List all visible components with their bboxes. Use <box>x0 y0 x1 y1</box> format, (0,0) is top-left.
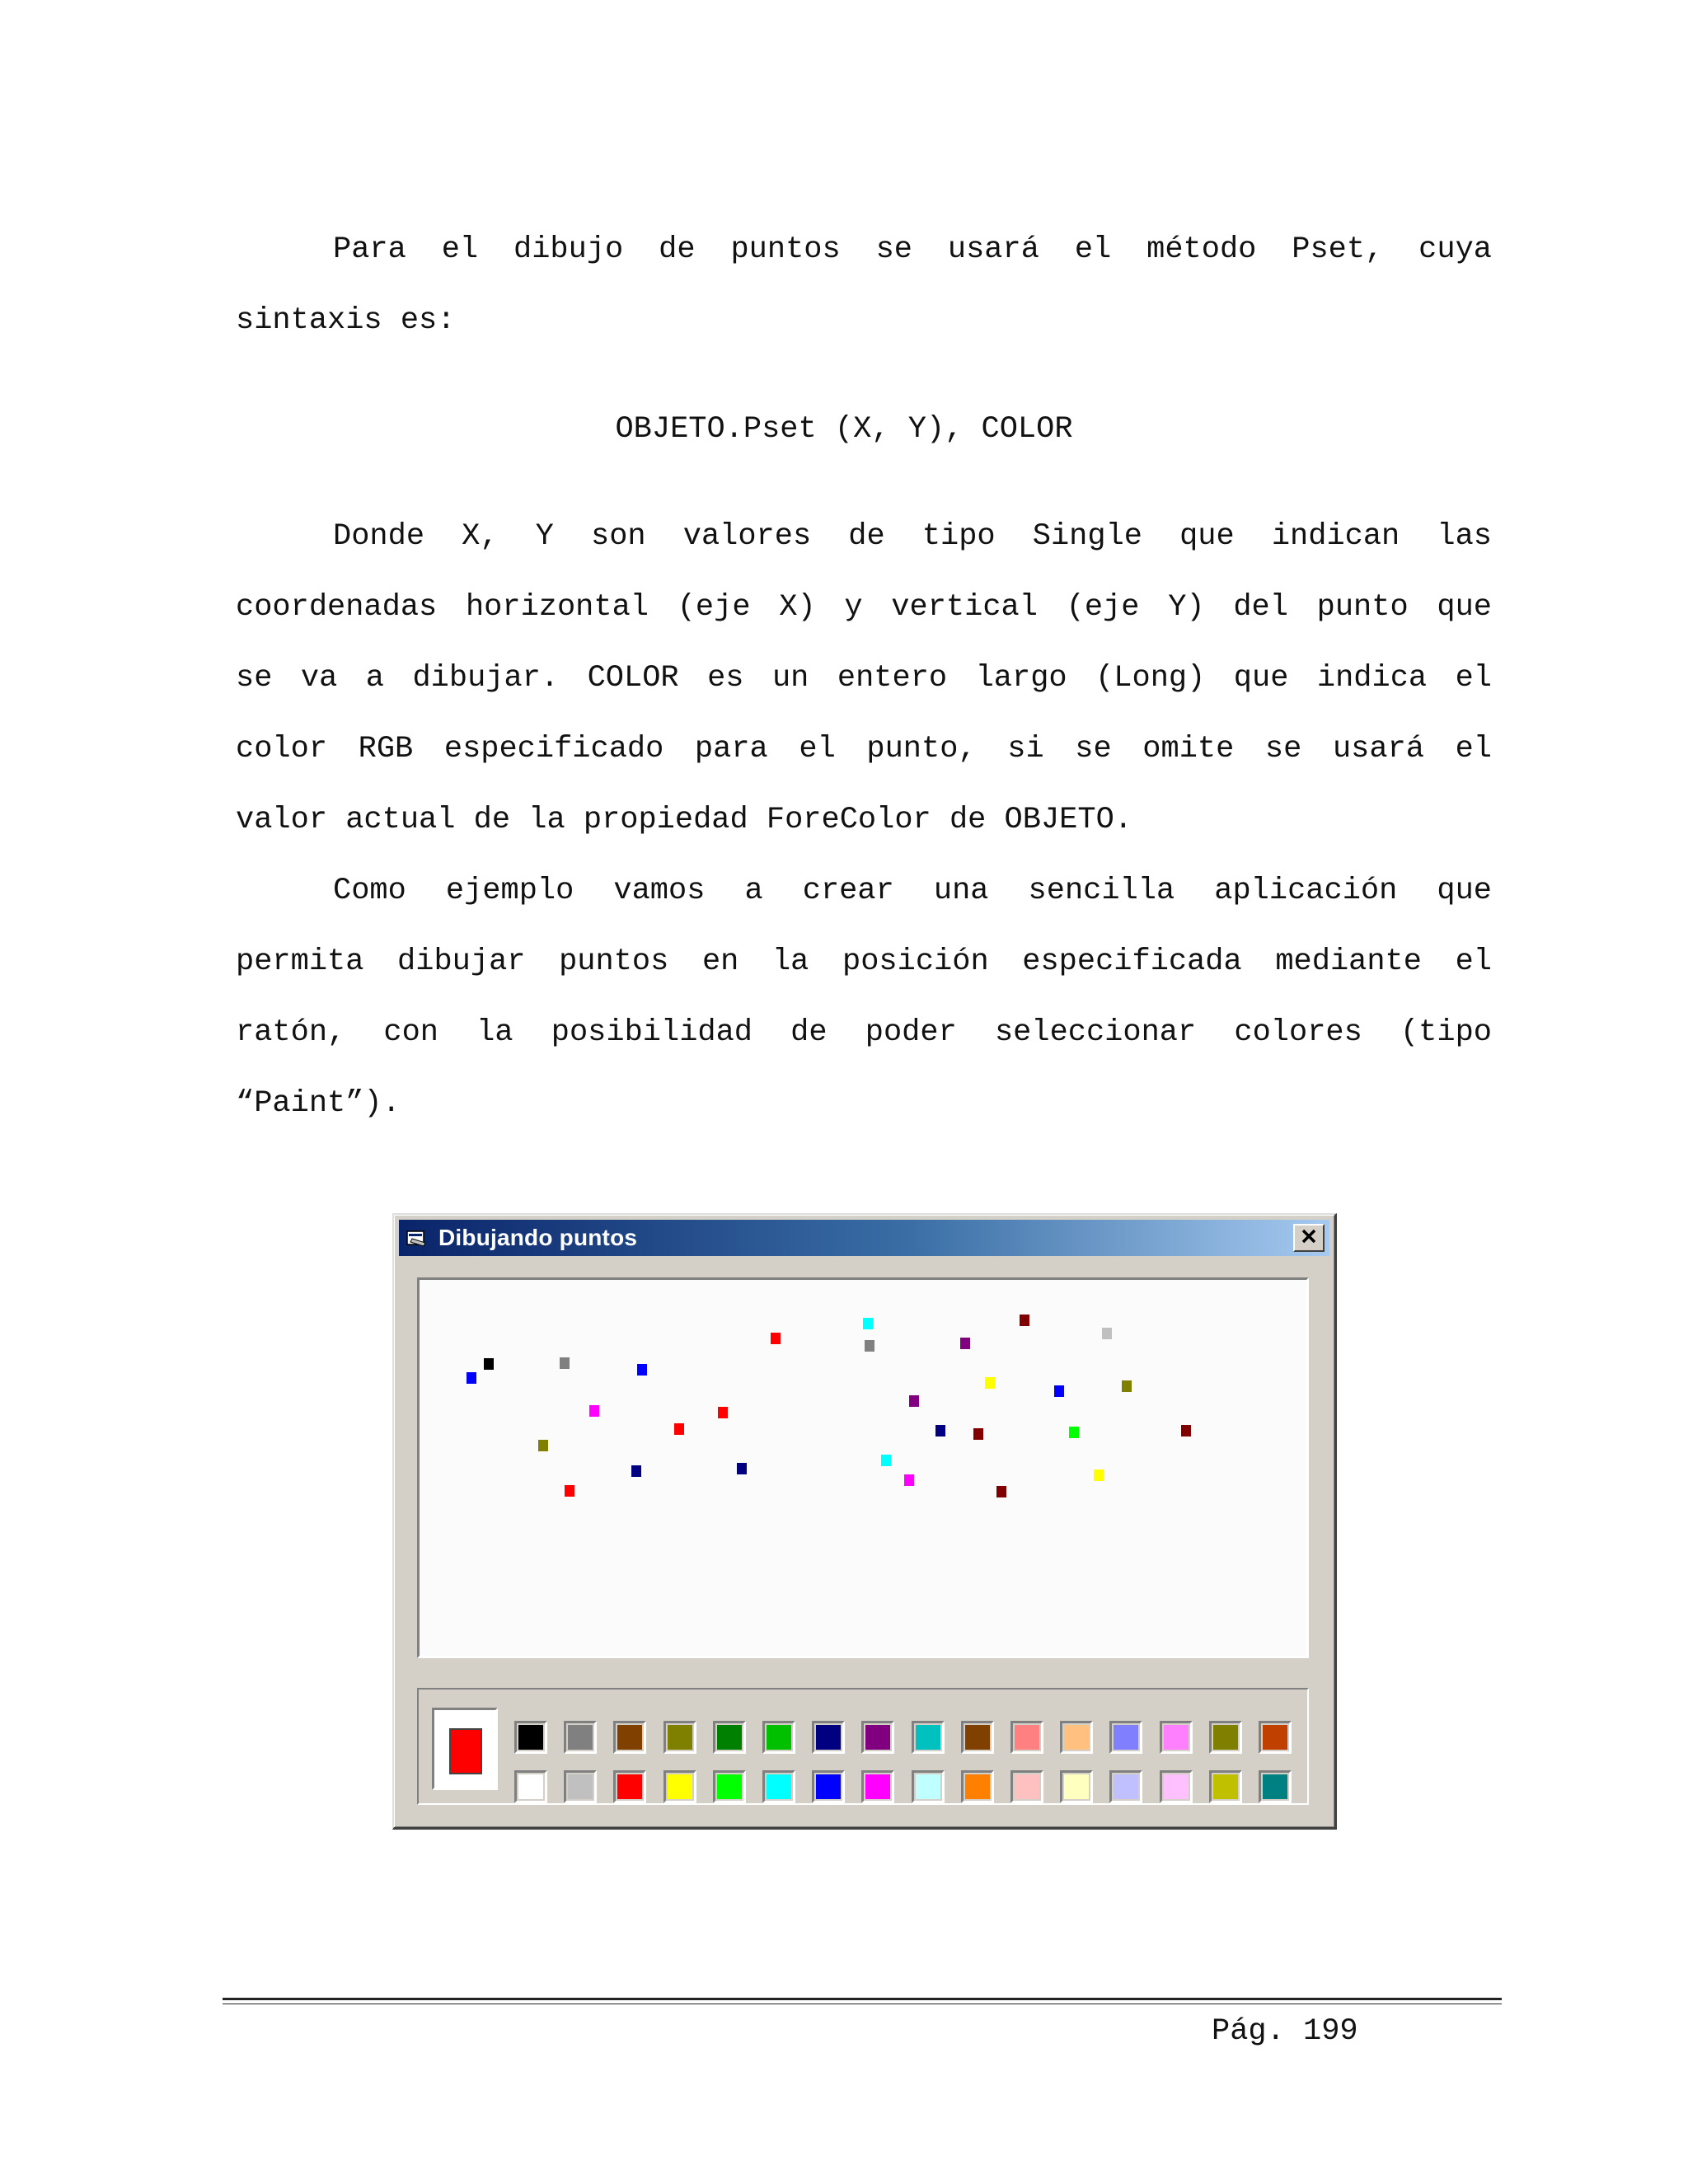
palette-swatch[interactable] <box>1010 1721 1043 1754</box>
drawn-point <box>771 1333 781 1344</box>
palette-swatch[interactable] <box>663 1721 696 1754</box>
title-bar[interactable] <box>399 1220 1329 1256</box>
palette-swatch[interactable] <box>514 1770 547 1803</box>
drawn-point <box>1054 1385 1064 1397</box>
palette-swatch[interactable] <box>861 1770 894 1803</box>
close-icon <box>1301 1229 1317 1248</box>
palette-swatch[interactable] <box>762 1721 795 1754</box>
paragraph-2-line-4: color RGB especificado para el punto, si se omite se usará el <box>236 732 1492 766</box>
drawn-point <box>1122 1380 1132 1392</box>
drawn-point <box>973 1428 983 1440</box>
palette-swatch[interactable] <box>1259 1770 1292 1803</box>
footer-rule <box>223 1998 1502 2000</box>
drawn-point <box>909 1395 919 1407</box>
drawn-point <box>538 1440 548 1451</box>
current-color-box <box>432 1708 498 1790</box>
drawn-point <box>1181 1425 1191 1436</box>
palette-swatch[interactable] <box>713 1721 746 1754</box>
palette-swatch[interactable] <box>663 1770 696 1803</box>
palette-swatch[interactable] <box>961 1721 994 1754</box>
drawn-point <box>637 1364 647 1376</box>
drawn-point <box>718 1407 728 1418</box>
drawn-point <box>737 1463 747 1474</box>
palette-swatch[interactable] <box>564 1721 597 1754</box>
drawn-point <box>960 1338 970 1349</box>
paragraph-2-line-3: se va a dibujar. COLOR es un entero largo (Long) que indica el <box>236 661 1492 696</box>
app-icon <box>406 1228 430 1248</box>
drawn-point <box>904 1474 914 1486</box>
palette-swatch[interactable] <box>613 1721 646 1754</box>
palette-swatch[interactable] <box>613 1770 646 1803</box>
palette-swatch[interactable] <box>514 1721 547 1754</box>
drawn-point <box>985 1377 995 1389</box>
paragraph-3-line-3: ratón, con la posibilidad de poder seleccionar colores (tipo <box>236 1015 1492 1050</box>
drawn-point <box>1094 1469 1104 1481</box>
palette-swatch[interactable] <box>961 1770 994 1803</box>
close-button[interactable] <box>1293 1224 1325 1252</box>
palette-swatch[interactable] <box>812 1721 845 1754</box>
palette-swatch[interactable] <box>912 1770 945 1803</box>
palette-swatch[interactable] <box>1209 1770 1242 1803</box>
drawn-point <box>674 1423 684 1435</box>
palette-swatch[interactable] <box>1109 1721 1142 1754</box>
drawn-point <box>1069 1427 1079 1438</box>
palette-swatch[interactable] <box>1060 1770 1093 1803</box>
palette-swatch[interactable] <box>1209 1721 1242 1754</box>
palette-swatch[interactable] <box>1259 1721 1292 1754</box>
palette-swatch[interactable] <box>912 1721 945 1754</box>
window-title: Dibujando puntos <box>438 1225 638 1250</box>
app-window <box>392 1213 1337 1830</box>
drawn-point <box>484 1358 494 1370</box>
paragraph-3-line-4: “Paint”). <box>236 1086 401 1121</box>
drawn-point <box>467 1372 476 1384</box>
palette-swatch[interactable] <box>564 1770 597 1803</box>
palette-swatch[interactable] <box>812 1770 845 1803</box>
drawn-point <box>631 1465 641 1477</box>
palette-swatch[interactable] <box>861 1721 894 1754</box>
current-color-swatch <box>449 1728 482 1774</box>
paragraph-1-line-1: Para el dibujo de puntos se usará el método Pset, cuya <box>333 232 1492 267</box>
paragraph-3-line-1: Como ejemplo vamos a crear una sencilla aplicación que <box>333 874 1492 908</box>
drawn-point <box>935 1425 945 1436</box>
drawing-canvas[interactable] <box>417 1277 1309 1658</box>
paragraph-2-line-5: valor actual de la propiedad ForeColor de OBJETO. <box>236 803 1132 837</box>
paragraph-2-line-2: coordenadas horizontal (eje X) y vertical (eje Y) del punto que <box>236 590 1492 625</box>
palette-swatch[interactable] <box>1010 1770 1043 1803</box>
drawn-point <box>589 1405 599 1417</box>
drawn-point <box>565 1485 574 1497</box>
palette-swatch[interactable] <box>1060 1721 1093 1754</box>
palette-swatch[interactable] <box>1160 1721 1193 1754</box>
drawn-point <box>1102 1328 1112 1339</box>
drawn-point <box>881 1455 891 1466</box>
page-number: Pág. 199 <box>1212 2014 1358 2049</box>
paragraph-3-line-2: permita dibujar puntos en la posición especificada mediante el <box>236 944 1492 979</box>
drawn-point <box>863 1318 873 1329</box>
palette-swatch[interactable] <box>1160 1770 1193 1803</box>
drawn-point <box>996 1486 1006 1497</box>
palette-swatch[interactable] <box>1109 1770 1142 1803</box>
paragraph-2-line-1: Donde X, Y son valores de tipo Single que indican las <box>333 519 1492 554</box>
syntax-line: OBJETO.Pset (X, Y), COLOR <box>615 412 1073 447</box>
drawn-point <box>1020 1315 1029 1326</box>
paragraph-1-line-2: sintaxis es: <box>236 303 456 338</box>
color-palette <box>417 1688 1309 1805</box>
palette-swatch[interactable] <box>713 1770 746 1803</box>
palette-swatch[interactable] <box>762 1770 795 1803</box>
drawn-point <box>865 1340 874 1352</box>
drawn-point <box>560 1357 570 1369</box>
